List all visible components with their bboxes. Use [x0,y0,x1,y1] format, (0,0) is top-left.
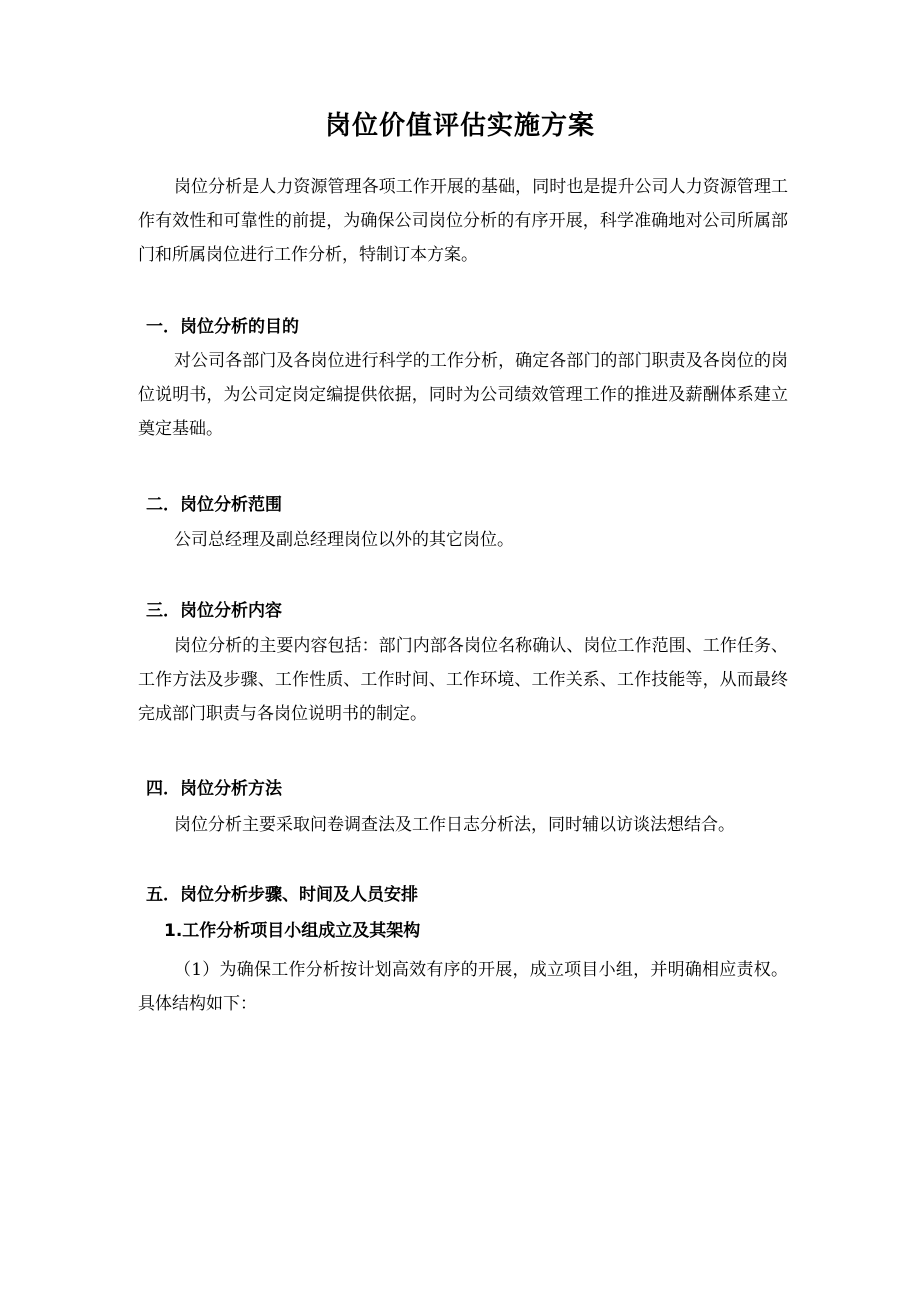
intro-paragraph: 岗位分析是人力资源管理各项工作开展的基础，同时也是提升公司人力资源管理工作有效性和可靠性的前提，为确保公司岗位分析的有序开展，科学准确地对公司所属部门和所属岗位进行工作分析，特制订本方案。 [138,177,788,265]
section-1-body: 对公司各部门及各岗位进行科学的工作分析，确定各部门的部门职责及各岗位的岗位说明书，为公司定岗定编提供依据，同时为公司绩效管理工作的推进及薪酬体系建立奠定基础。 [138,351,788,439]
section-1-heading: 一．岗位分析的目的 [146,317,299,337]
section-4-body: 岗位分析主要采取问卷调查法及工作日志分析法，同时辅以访谈法想结合。 [174,815,735,835]
section-3-heading: 三．岗位分析内容 [146,601,282,621]
document-title: 岗位价值评估实施方案 [324,111,595,141]
section-5-body: （1）为确保工作分析按计划高效有序的开展，成立项目小组，并明确相应责权。具体结构如下： [138,960,788,1014]
section-2-heading: 二．岗位分析范围 [146,495,282,515]
section-5-heading: 五．岗位分析步骤、时间及人员安排 [146,885,418,905]
section-5-subheading: 1.工作分析项目小组成立及其架构 [164,921,421,941]
section-2-body: 公司总经理及副总经理岗位以外的其它岗位。 [174,530,514,550]
section-4-heading: 四．岗位分析方法 [146,779,282,799]
section-3-body: 岗位分析的主要内容包括：部门内部各岗位名称确认、岗位工作范围、工作任务、工作方法及步骤、工作性质、工作时间、工作环境、工作关系、工作技能等，从而最终完成部门职责与各岗位说明书的制定。 [138,636,788,724]
